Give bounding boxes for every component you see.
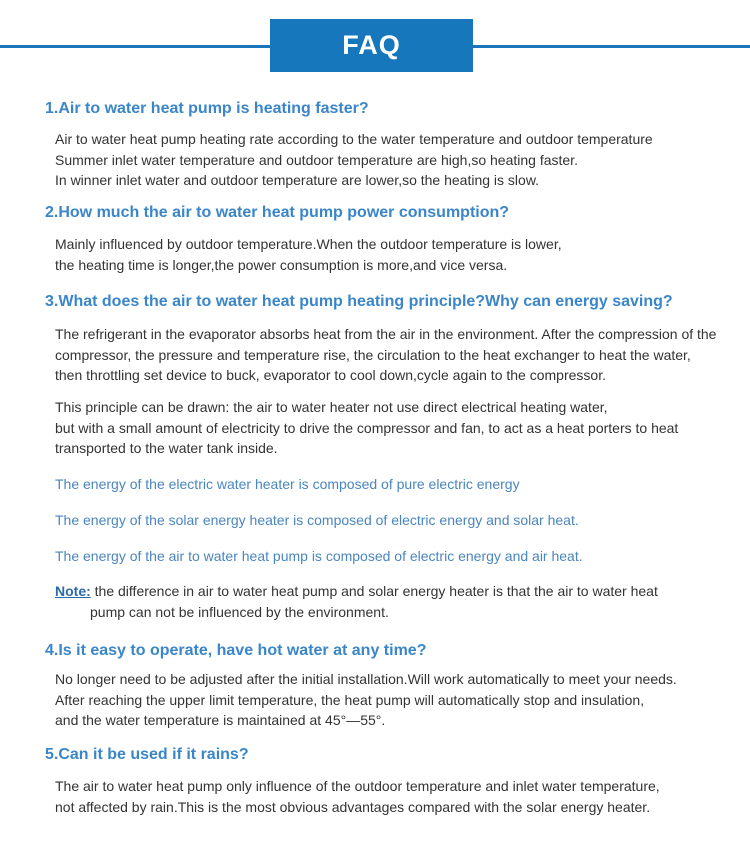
question-4: 4.Is it easy to operate, have hot water at any time?	[45, 642, 427, 659]
answer-line: then throttling set device to buck, evaporator to cool down,cycle again to the compressor.	[55, 367, 606, 383]
answer-1	[55, 129, 653, 191]
page-title: FAQ	[342, 30, 401, 60]
answer-4	[55, 669, 677, 731]
answer-line: the heating time is longer,the power consumption is more,and vice versa.	[55, 256, 508, 273]
energy-electric-line: The energy of the electric water heater is composed of pure electric energy	[55, 476, 520, 492]
question-3: 3.What does the air to water heat pump heating principle?Why can energy saving?	[45, 293, 673, 310]
note-label: Note:	[55, 583, 91, 599]
answer-line: This principle can be drawn: the air to water heater not use direct electrical heating water,	[55, 399, 608, 415]
header-divider-left	[0, 45, 270, 48]
answer-line: and the water temperature is maintained at 45°—55°.	[55, 712, 386, 728]
answer-line: transported to the water tank inside.	[55, 440, 278, 456]
answer-2	[55, 234, 562, 275]
answer-line: Air to water heat pump heating rate according to the water temperature and outdoor temperature	[55, 131, 653, 147]
question-1: 1.Air to water heat pump is heating faster?	[45, 100, 369, 117]
energy-heat-pump-line: The energy of the air to water heat pump is composed of electric energy and air heat.	[55, 548, 583, 564]
answer-line: After reaching the upper limit temperature, the heat pump will automatically stop and insulation,	[55, 691, 645, 708]
answer-line: compressor, the pressure and temperature rise, the circulation to the heat exchanger to heat the water,	[55, 346, 691, 363]
faq-title-banner	[270, 19, 473, 72]
note-text-continued: pump can not be influenced by the environment.	[90, 603, 389, 620]
answer-line: The refrigerant in the evaporator absorbs heat from the air in the environment. After the compression of the	[55, 326, 717, 342]
answer-line: Summer inlet water temperature and outdoor temperature are high,so heating faster.	[55, 151, 578, 168]
note-block	[55, 581, 658, 622]
header-divider-right	[473, 45, 750, 48]
answer-line: not affected by rain.This is the most obvious advantages compared with the solar energy heater.	[55, 798, 651, 815]
answer-5	[55, 776, 660, 817]
answer-3-paragraph-2	[55, 397, 678, 459]
answer-line: but with a small amount of electricity to drive the compressor and fan, to act as a heat porters to heat	[55, 419, 679, 436]
question-2: 2.How much the air to water heat pump power consumption?	[45, 204, 510, 221]
answer-line: No longer need to be adjusted after the initial installation.Will work automatically to meet your needs.	[55, 671, 677, 687]
answer-line: In winner inlet water and outdoor temperature are lower,so the heating is slow.	[55, 172, 540, 188]
energy-solar-line: The energy of the solar energy heater is composed of electric energy and solar heat.	[55, 512, 579, 528]
answer-line: Mainly influenced by outdoor temperature.When the outdoor temperature is lower,	[55, 236, 562, 252]
answer-line: The air to water heat pump only influence of the outdoor temperature and inlet water temperature,	[55, 778, 660, 794]
answer-3-paragraph-1	[55, 324, 716, 386]
question-5: 5.Can it be used if it rains?	[45, 746, 249, 763]
note-text: the difference in air to water heat pump and solar energy heater is that the air to water heat	[90, 583, 658, 599]
